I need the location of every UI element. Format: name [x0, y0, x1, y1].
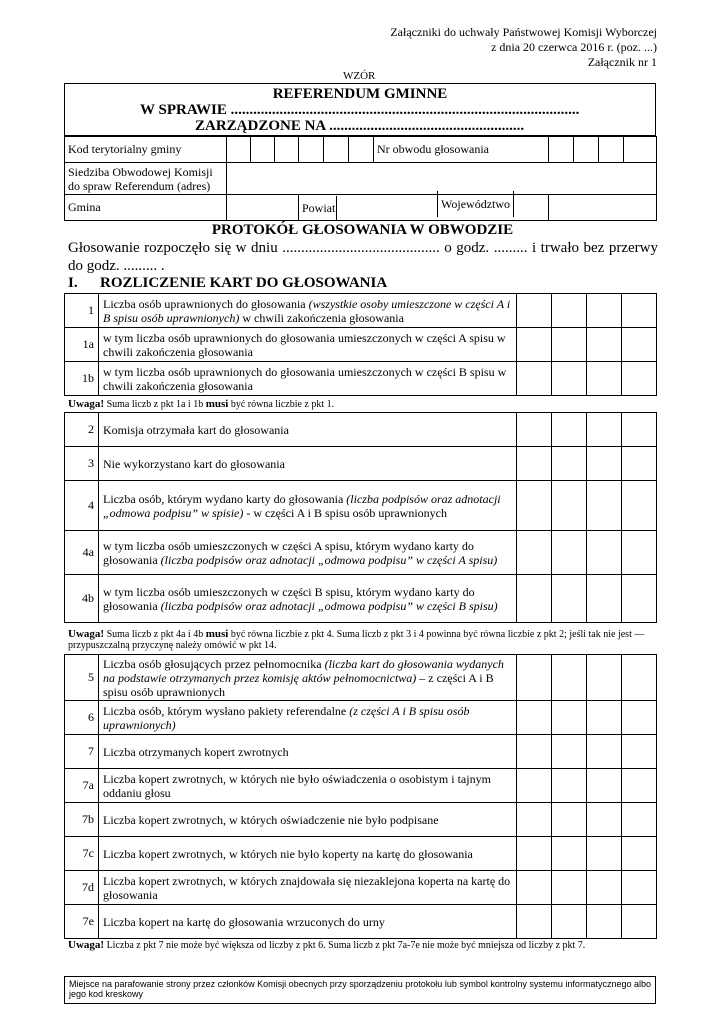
digit-box[interactable]	[587, 769, 622, 803]
digit-box[interactable]	[587, 837, 622, 871]
digit-box[interactable]	[517, 447, 552, 481]
digit-box[interactable]	[587, 905, 622, 939]
digit-box[interactable]	[622, 701, 657, 735]
nr-obwodu-label: Nr obwodu głosowania	[374, 137, 549, 163]
row-5	[65, 655, 657, 701]
powiat-label: Powiat	[299, 196, 337, 220]
protocol-title: PROTOKÓŁ GŁOSOWANIA W OBWODZIE	[211, 222, 514, 238]
digit-box[interactable]	[517, 871, 552, 905]
digit-box[interactable]	[517, 905, 552, 939]
row-7b	[65, 803, 657, 837]
digit-box[interactable]	[587, 655, 622, 701]
gmina-field[interactable]	[227, 195, 299, 221]
row-number: 4a	[65, 531, 99, 575]
digit-box[interactable]	[552, 837, 587, 871]
row-description: w tym liczba osób uprawnionych do głosowania umieszczonych w części B spisu w chwili zakończenia głosowania	[99, 362, 517, 396]
digit-box[interactable]	[552, 655, 587, 701]
section-title-text: ROZLICZENIE KART DO GŁOSOWANIA	[100, 275, 388, 291]
digit-box[interactable]	[517, 701, 552, 735]
digit-box[interactable]	[517, 328, 552, 362]
row-number: 7e	[65, 905, 99, 939]
digit-box[interactable]	[587, 803, 622, 837]
row-1a	[65, 328, 657, 362]
kod-box-5[interactable]	[324, 137, 349, 163]
protocol-text: Głosowanie rozpoczęło się w dniu .......................................... o godz. ......... i trwało bez przerwy do godz. ......... .	[68, 240, 658, 274]
section-number: I.	[68, 275, 78, 291]
row-description: Liczba kopert na kartę do głosowania wrzuconych do urny	[99, 905, 517, 939]
kod-box-4[interactable]	[299, 137, 324, 163]
footer-note: Miejsce na parafowanie strony przez członków Komisji obecnych przy sporządzeniu protokołu lub symbol kontrolny systemu informatycznego albo jego kod kreskowy	[64, 976, 656, 1004]
row-7	[65, 735, 657, 769]
wzor-label: WZÓR	[343, 70, 376, 82]
digit-box[interactable]	[517, 481, 552, 531]
nr-box-2[interactable]	[574, 137, 599, 163]
digit-box[interactable]	[517, 803, 552, 837]
row-description: w tym liczba osób umieszczonych w części A spisu, którym wydano karty do głosowania (liczba podpisów oraz adnotacji „odmowa podpisu” w części A spisu)	[99, 531, 517, 575]
row-number: 4b	[65, 575, 99, 623]
group1-table	[64, 293, 657, 396]
digit-box[interactable]	[552, 905, 587, 939]
digit-box[interactable]	[622, 413, 657, 447]
row-description: Liczba osób, którym wydano karty do głosowania (liczba podpisów oraz adnotacji „odmowa podpisu” w spisie) - w części A i B spisu osób uprawnionych	[99, 481, 517, 531]
row-1	[65, 294, 657, 328]
digit-box[interactable]	[552, 701, 587, 735]
row-description: Liczba kopert zwrotnych, w których nie było koperty na kartę do głosowania	[99, 837, 517, 871]
kod-box-3[interactable]	[275, 137, 299, 163]
digit-box[interactable]	[587, 413, 622, 447]
row-4	[65, 481, 657, 531]
row-description: Komisja otrzymała kart do głosowania	[99, 413, 517, 447]
row-number: 7a	[65, 769, 99, 803]
row-1b	[65, 362, 657, 396]
title-line-2: W SPRAWIE .............................................................................................	[140, 102, 580, 118]
digit-box[interactable]	[622, 905, 657, 939]
digit-box[interactable]	[622, 328, 657, 362]
digit-box[interactable]	[552, 735, 587, 769]
digit-box[interactable]	[587, 328, 622, 362]
digit-box[interactable]	[552, 447, 587, 481]
row-description: w tym liczba osób uprawnionych do głosowania umieszczonych w części A spisu w chwili zakończenia głosowania	[99, 328, 517, 362]
digit-box[interactable]	[517, 769, 552, 803]
row-description: Liczba osób głosujących przez pełnomocnika (liczba kart do głosowania wydanych na podstawie otrzymanych przez komisję aktów pełnomocnictwa) – z części A i B spisu osób uprawnionych	[99, 655, 517, 701]
digit-box[interactable]	[517, 655, 552, 701]
uwaga-3: Uwaga! Liczba z pkt 7 nie może być większa od liczby z pkt 6. Suma liczb z pkt 7a-7e nie może być mniejsza od liczby z pkt 7.	[68, 939, 586, 951]
row-description: Liczba otrzymanych kopert zwrotnych	[99, 735, 517, 769]
digit-box[interactable]	[552, 362, 587, 396]
row-number: 6	[65, 701, 99, 735]
row-number: 1b	[65, 362, 99, 396]
gmina-text: Gmina	[68, 200, 101, 214]
digit-box[interactable]	[517, 837, 552, 871]
row-number: 7c	[65, 837, 99, 871]
row-description: Liczba kopert zwrotnych, w których znajdowała się niezaklejona koperta na kartę do głosowania	[99, 871, 517, 905]
nr-box-4[interactable]	[624, 137, 657, 163]
digit-box[interactable]	[622, 769, 657, 803]
digit-box[interactable]	[587, 575, 622, 623]
kod-box-6[interactable]	[349, 137, 374, 163]
header-line-3: Załącznik nr 1	[587, 55, 657, 69]
row-number: 7b	[65, 803, 99, 837]
wojewodztwo-cell	[549, 195, 657, 221]
digit-box[interactable]	[622, 655, 657, 701]
digit-box[interactable]	[622, 575, 657, 623]
row-2	[65, 413, 657, 447]
row-4a	[65, 531, 657, 575]
digit-box[interactable]	[622, 481, 657, 531]
digit-box[interactable]	[517, 531, 552, 575]
digit-box[interactable]	[517, 413, 552, 447]
digit-box[interactable]	[517, 735, 552, 769]
digit-box[interactable]	[622, 362, 657, 396]
digit-box[interactable]	[587, 735, 622, 769]
referendum-title-box	[64, 83, 656, 136]
gmina-label	[65, 195, 227, 221]
digit-box[interactable]	[552, 294, 587, 328]
row-number: 4	[65, 481, 99, 531]
siedziba-field[interactable]	[227, 163, 657, 195]
row-description: Liczba osób, którym wysłano pakiety referendalne (z części A i B spisu osób uprawnionych)	[99, 701, 517, 735]
kod-box-2[interactable]	[251, 137, 275, 163]
wojewodztwo-label: Województwo	[437, 191, 514, 217]
digit-box[interactable]	[587, 871, 622, 905]
digit-box[interactable]	[622, 294, 657, 328]
header-line-1: Załączniki do uchwały Państwowej Komisji Wyborczej	[390, 25, 657, 39]
row-description: Liczba osób uprawnionych do głosowania (wszystkie osoby umieszczone w części A i B spisu osób uprawnionych) w chwili zakończenia głosowania	[99, 294, 517, 328]
digit-box[interactable]	[587, 362, 622, 396]
digit-box[interactable]	[587, 294, 622, 328]
uwaga-1: Uwaga! Suma liczb z pkt 1a i 1b musi być równa liczbie z pkt 1.	[68, 398, 335, 410]
digit-box[interactable]	[552, 769, 587, 803]
digit-box[interactable]	[552, 803, 587, 837]
row-4b	[65, 575, 657, 623]
digit-box[interactable]	[622, 803, 657, 837]
digit-box[interactable]	[552, 575, 587, 623]
row-number: 7d	[65, 871, 99, 905]
row-number: 7	[65, 735, 99, 769]
group2-table	[64, 412, 657, 623]
digit-box[interactable]	[587, 481, 622, 531]
uwaga-2-label: Uwaga!	[68, 628, 105, 640]
group3-table	[64, 654, 657, 939]
digit-box[interactable]	[517, 294, 552, 328]
uwaga-2: Uwaga! Suma liczb z pkt 4a i 4b musi być równa liczbie z pkt 4. Suma liczb z pkt 3 i 4 powinna być równa liczbie z pkt 2; jeśli tak nie jest — przypuszczalną przyczynę należy omówić w pkt 14.	[68, 628, 645, 651]
section-title	[68, 275, 387, 292]
row-number: 2	[65, 413, 99, 447]
row-7d	[65, 871, 657, 905]
row-description: w tym liczba osób umieszczonych w części B spisu, którym wydano karty do głosowania (liczba podpisów oraz adnotacji „odmowa podpisu” w części B spisu)	[99, 575, 517, 623]
uwaga-3-label: Uwaga!	[68, 939, 105, 951]
digit-box[interactable]	[622, 735, 657, 769]
row-number: 1a	[65, 328, 99, 362]
digit-box[interactable]	[587, 447, 622, 481]
document-header	[390, 25, 657, 70]
nr-box-3[interactable]	[599, 137, 624, 163]
siedziba-label: Siedziba Obwodowej Komisji do spraw Referendum (adres)	[65, 163, 227, 195]
digit-box[interactable]	[517, 362, 552, 396]
digit-box[interactable]	[552, 871, 587, 905]
digit-box[interactable]	[552, 531, 587, 575]
row-number: 3	[65, 447, 99, 481]
row-number: 1	[65, 294, 99, 328]
digit-box[interactable]	[622, 837, 657, 871]
digit-box[interactable]	[622, 871, 657, 905]
digit-box[interactable]	[587, 531, 622, 575]
row-description: Liczba kopert zwrotnych, w których oświadczenie nie było podpisane	[99, 803, 517, 837]
row-7a	[65, 769, 657, 803]
kod-terytorialny-label: Kod terytorialny gminy	[65, 137, 227, 163]
row-description: Liczba kopert zwrotnych, w których nie było oświadczenia o osobistym i tajnym oddaniu głosu	[99, 769, 517, 803]
row-7c	[65, 837, 657, 871]
row-description: Nie wykorzystano kart do głosowania	[99, 447, 517, 481]
uwaga-1-label: Uwaga!	[68, 398, 105, 410]
digit-box[interactable]	[552, 481, 587, 531]
digit-box[interactable]	[552, 413, 587, 447]
nr-box-1[interactable]	[549, 137, 574, 163]
digit-box[interactable]	[587, 701, 622, 735]
title-line-1: REFERENDUM GMINNE	[272, 86, 448, 102]
digit-box[interactable]	[552, 328, 587, 362]
row-7e	[65, 905, 657, 939]
header-line-2: z dnia 20 czerwca 2016 r. (poz. ...)	[491, 40, 657, 54]
kod-box-1[interactable]	[227, 137, 251, 163]
title-line-3: ZARZĄDZONE NA ....................................................	[195, 118, 525, 134]
digit-box[interactable]	[622, 531, 657, 575]
digit-box[interactable]	[622, 447, 657, 481]
row-6	[65, 701, 657, 735]
digit-box[interactable]	[517, 575, 552, 623]
info-table	[64, 136, 657, 221]
row-number: 5	[65, 655, 99, 701]
row-3	[65, 447, 657, 481]
